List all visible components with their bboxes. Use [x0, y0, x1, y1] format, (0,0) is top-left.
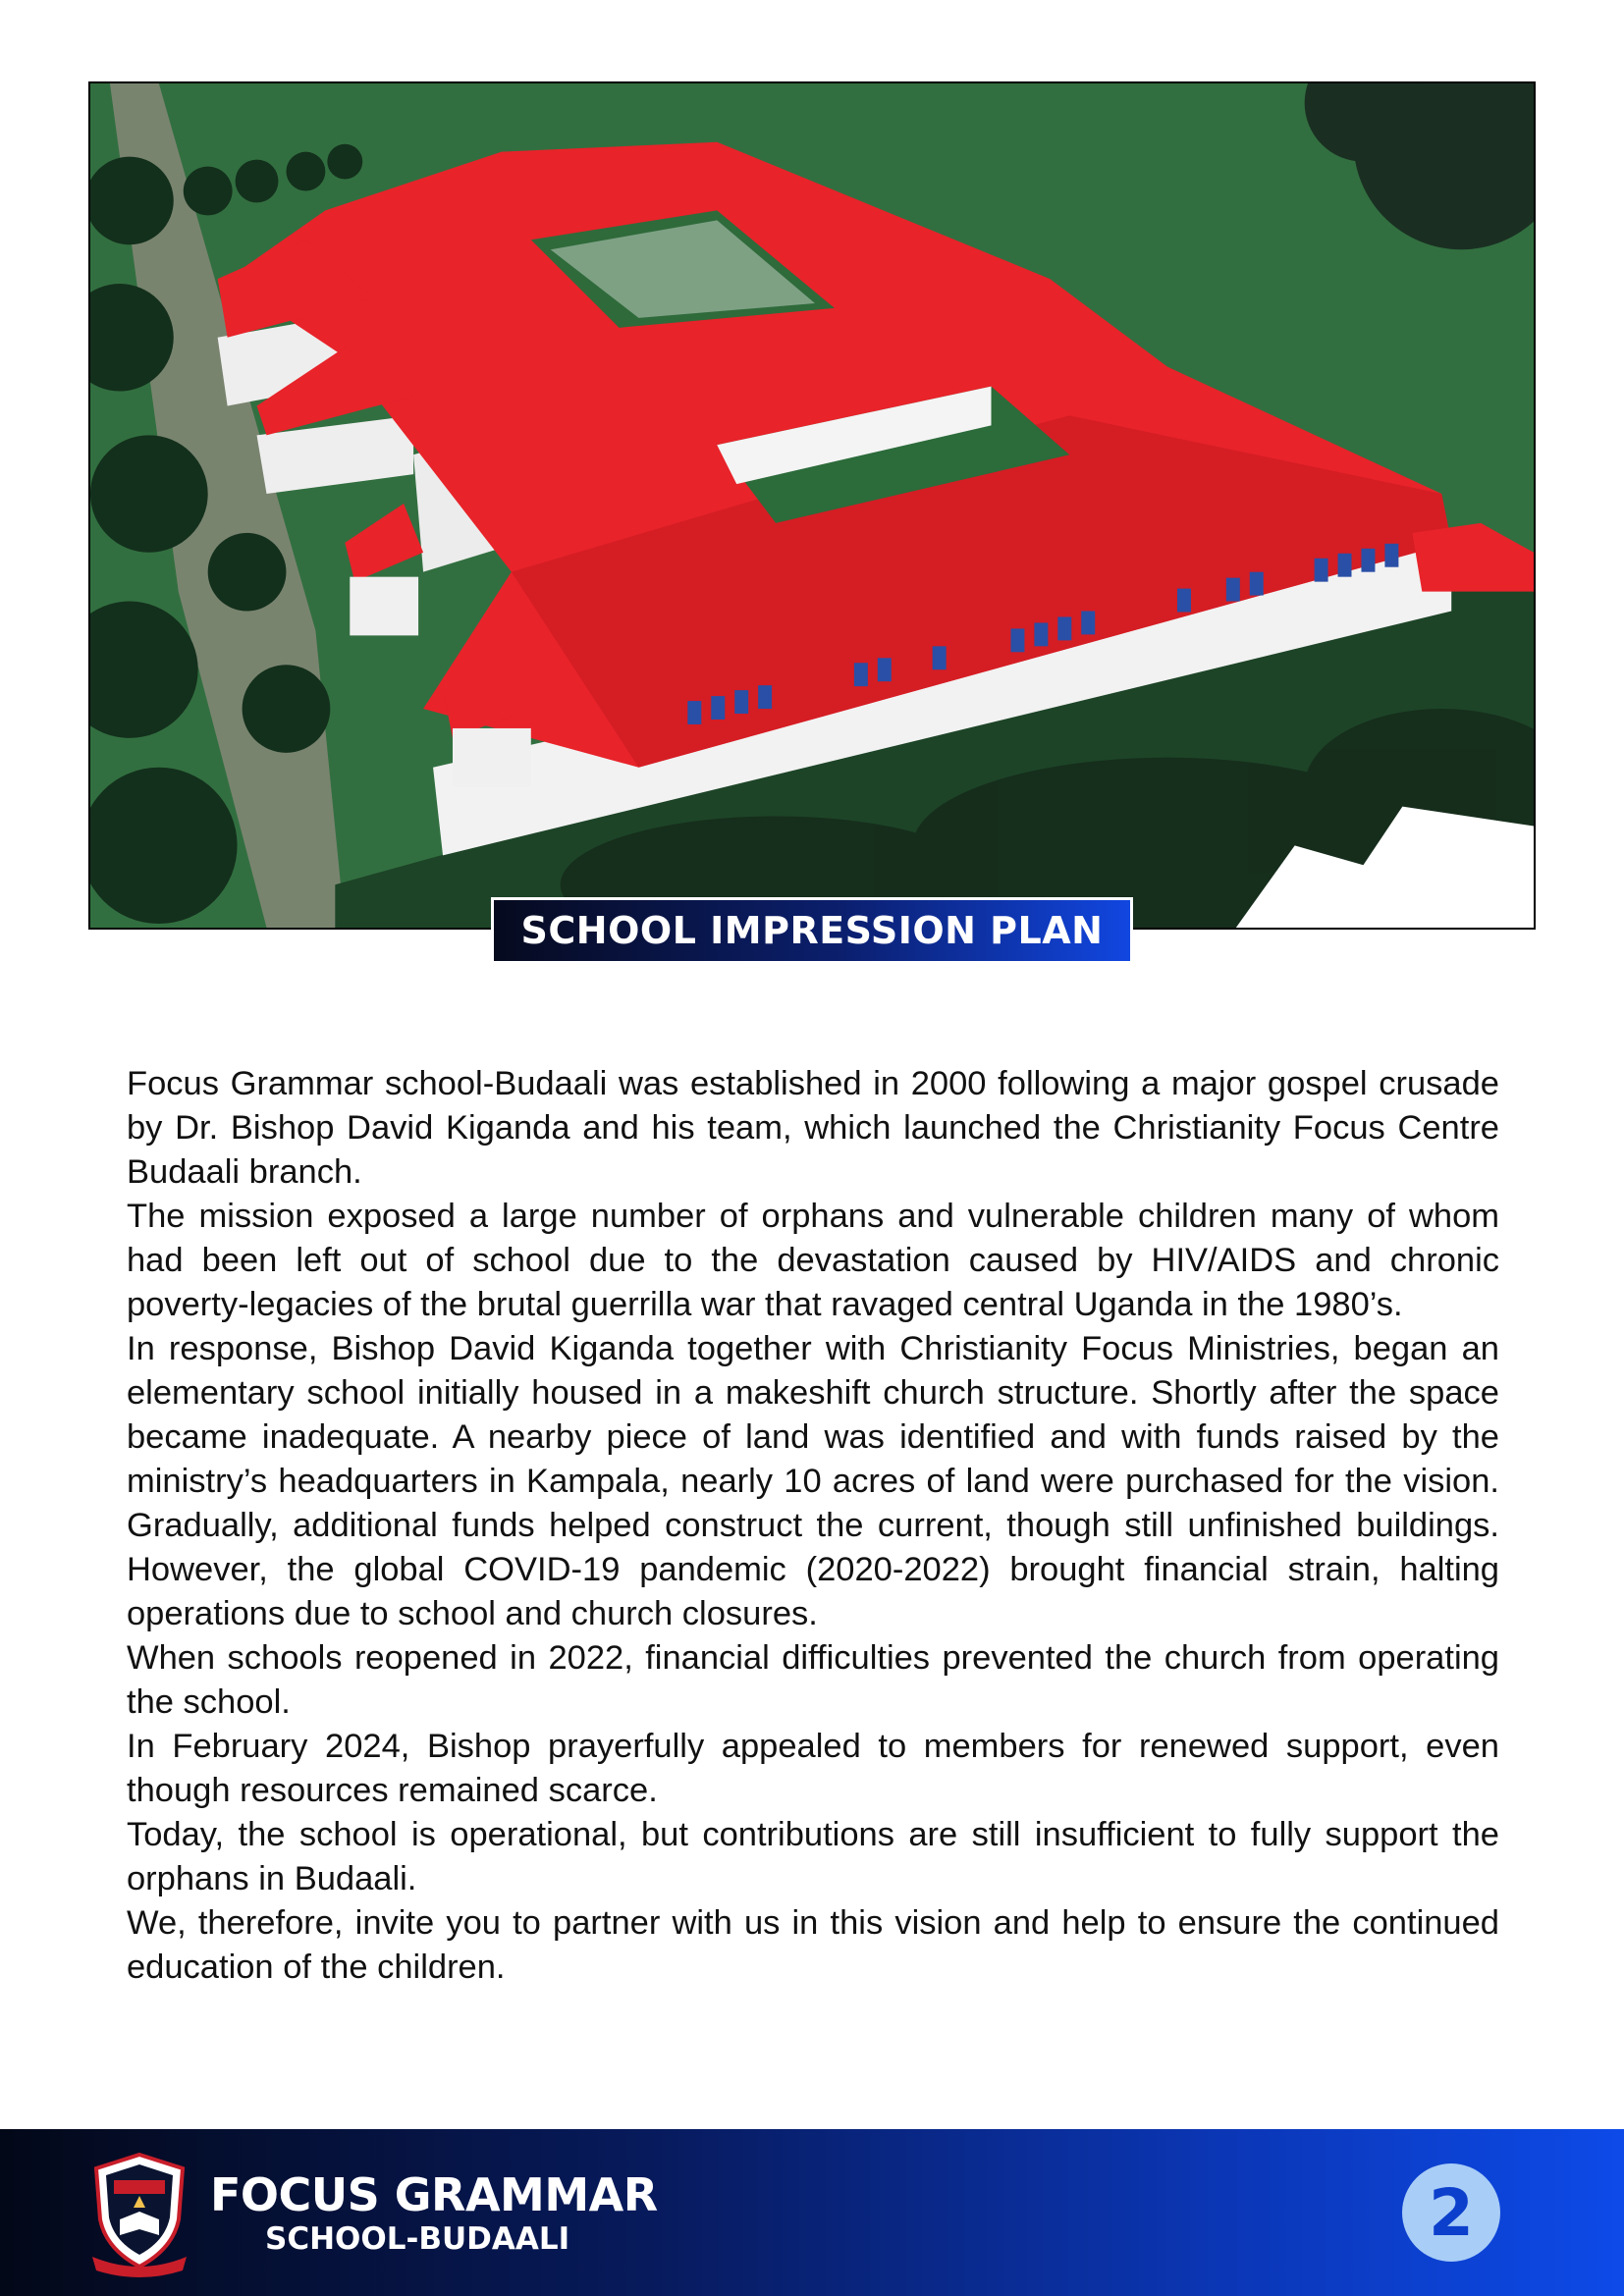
paragraph: The mission exposed a large number of orphans and vulnerable children many of whom had been left out of school due to the devastation caused by HIV/AIDS and chronic poverty-legacies of the brutal guerrilla war that ravaged central Uganda in the 1980’s. [127, 1198, 1499, 1323]
school-building-illustration [90, 83, 1534, 928]
paragraph: Today, the school is operational, but contributions are still insufficient to fully support the orphans in Budaali. [127, 1816, 1499, 1897]
paragraph: When schools reopened in 2022, financial difficulties prevented the church from operating the school. [127, 1639, 1499, 1721]
page-number-badge: 2 [1402, 2163, 1500, 2262]
paragraph: Focus Grammar school-Budaali was established in 2000 following a major gospel crusade by Dr. Bishop David Kiganda and his team, which launched the Christianity Focus Centre Budaali branch. [127, 1065, 1499, 1191]
paragraph: In February 2024, Bishop prayerfully appealed to members for renewed support, even though resources remained scarce. [127, 1728, 1499, 1809]
brand-name: FOCUS GRAMMAR [210, 2168, 658, 2221]
image-caption: SCHOOL IMPRESSION PLAN [491, 897, 1133, 964]
paragraph: In response, Bishop David Kiganda together with Christianity Focus Ministries, began an elementary school initially housed in a makeshift church structure. Shortly after the space became inadequate. A nearby piece of land was identified and with funds raised by the ministry’s headquarters in Kampala, nearly 10 acres of land were purchased for the vision. Gradually, additional funds helped construct the current, though still unfinished buildings. However, the global COVID-19 pandemic (2020-2022) brought financial strain, halting operations due to school and church closures. [127, 1330, 1499, 1632]
history-text [127, 1062, 1499, 1990]
school-impression-image [88, 81, 1536, 930]
page-footer [0, 2129, 1624, 2296]
school-crest-icon [88, 2151, 190, 2278]
brand-subtitle: SCHOOL-BUDAALI [265, 2221, 570, 2257]
paragraph: We, therefore, invite you to partner with us in this vision and help to ensure the continued education of the children. [127, 1904, 1499, 1986]
